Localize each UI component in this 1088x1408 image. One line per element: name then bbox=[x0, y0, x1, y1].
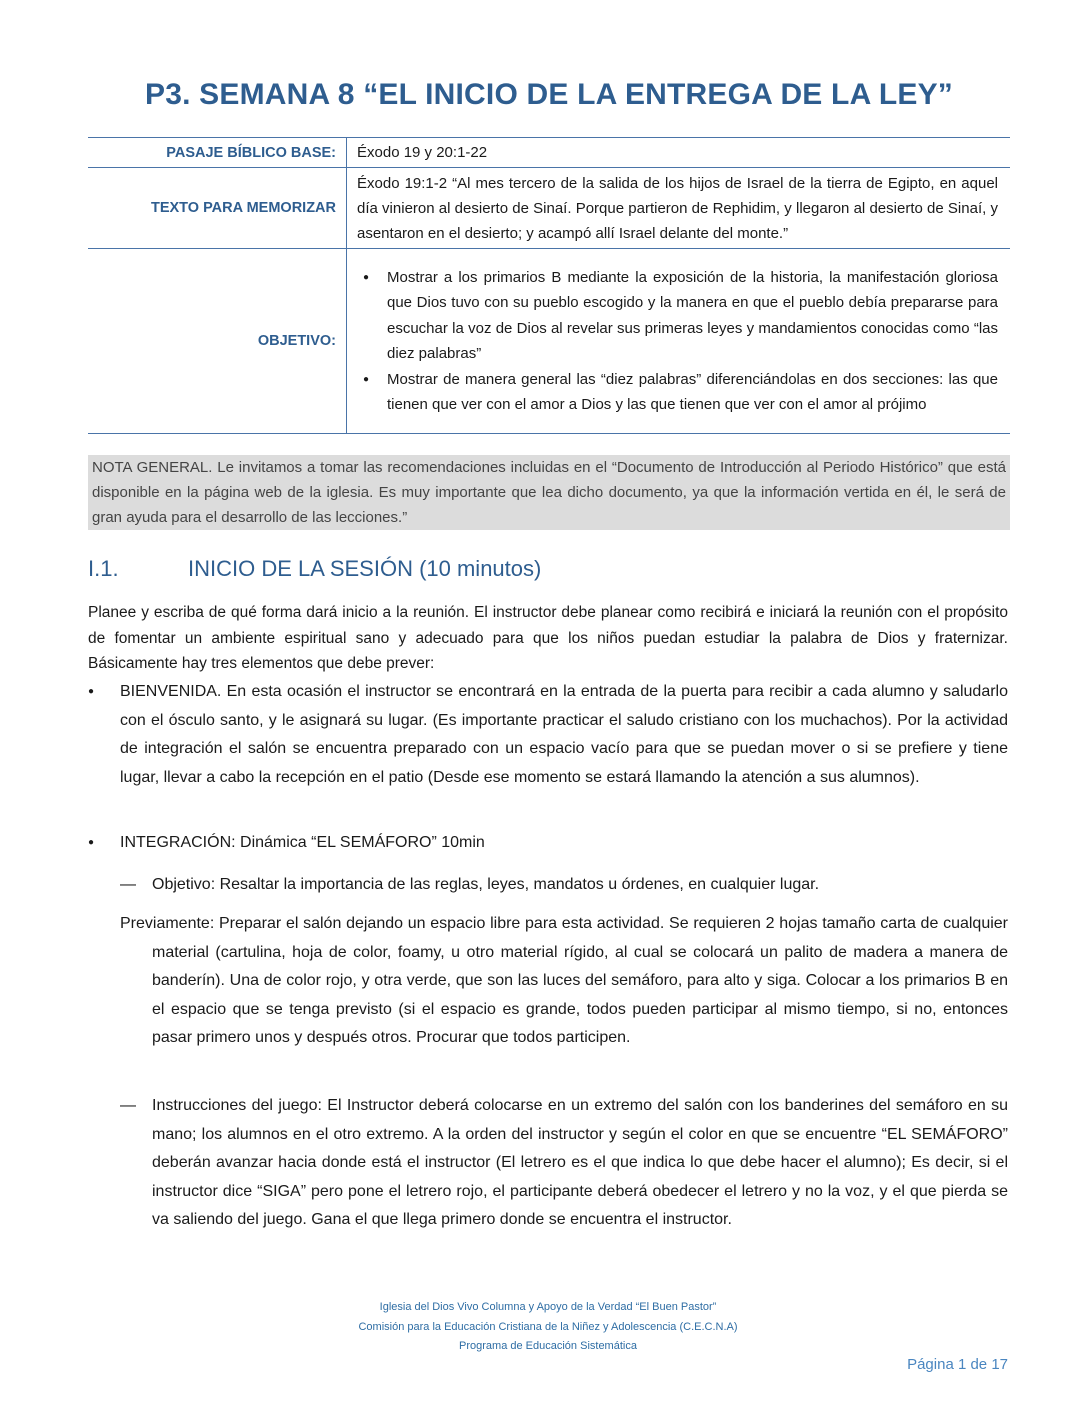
footer-line-3: Programa de Educación Sistemática bbox=[459, 1340, 637, 1352]
objetivo-dash-item: — Objetivo: Resaltar la importancia de las reglas, leyes, mandatos u órdenes, en cualquier lugar. bbox=[120, 871, 1008, 900]
dash-icon: — bbox=[120, 1097, 136, 1114]
previamente-paragraph: Previamente: Preparar el salón dejando un espacio libre para esta actividad. Se requieren 2 hojas tamaño carta de cualquier material (cartulina, hoja de color, foamy, u otro material rígido, al cual se colocará un palito de madera a manera de banderín). Una de color rojo, y otra verde, que son las luces del semáforo, para alto y siga. Colocar a los primarios B en el espacio que se tenga previsto (si el espacio es grande, todos pueden participar al mismo tiempo, si no, entonces pasar primero unos y después otros. Procurar que todos participen. bbox=[120, 915, 1008, 1046]
intro-paragraph: Planee y escriba de qué forma dará inicio a la reunión. El instructor debe planear como recibirá e iniciará la reunión con el propósito de fomentar un ambiente espiritual sano y adecuado para que los niños puedan estudiar la palabra de Dios y fraternizar. Básicamente hay tres elementos que debe prever: bbox=[88, 604, 1008, 672]
bullet-icon: ● bbox=[363, 373, 370, 385]
section-title: INICIO DE LA SESIÓN (10 minutos) bbox=[188, 556, 542, 581]
table-row-objetivo bbox=[88, 249, 1010, 434]
page-title: P3. SEMANA 8 “EL INICIO DE LA ENTREGA DE LA LEY” bbox=[144, 78, 954, 111]
lesson-info-table bbox=[88, 137, 1010, 434]
page-footer bbox=[88, 1298, 1008, 1357]
texto-label: TEXTO PARA MEMORIZAR bbox=[88, 168, 347, 249]
bullet-integracion: ● INTEGRACIÓN: Dinámica “EL SEMÁFORO” 10min bbox=[88, 829, 1008, 858]
objetivo-list bbox=[357, 265, 998, 418]
section-number: I.1. bbox=[88, 556, 119, 581]
footer-line-2: Comisión para la Educación Cristiana de la Niñez y Adolescencia (C.E.C.N.A) bbox=[358, 1320, 738, 1333]
objetivo-label: OBJETIVO: bbox=[88, 249, 347, 434]
bullet-icon: ● bbox=[88, 837, 95, 848]
pasaje-label: PASAJE BÍBLICO BASE: bbox=[88, 138, 347, 168]
pasaje-value: Éxodo 19 y 20:1-22 bbox=[357, 144, 488, 161]
section-heading bbox=[88, 556, 541, 582]
bullet-bienvenida: ● BIENVENIDA. En esta ocasión el instructor se encontrará en la entrada de la puerta para recibir a cada alumno y saludarlo con el ósculo santo, y le asignará su lugar. (Es importante practicar el saludo cristiano con los muchachos). Por la actividad de integración el salón se encuentra preparado con un espacio vacío para que se puedan mover o si se prefiere y tiene lugar, llevar a cabo la recepción en el patio (Desde ese momento se estará llamando la atención a sus alumnos). bbox=[88, 678, 1008, 792]
dash-icon: — bbox=[120, 876, 136, 893]
objetivo-value bbox=[347, 249, 1011, 434]
table-row-texto bbox=[88, 168, 1010, 249]
objetivo-item-1: ● Mostrar a los primarios B mediante la exposición de la historia, la manifestación gloriosa que Dios tuvo con su pueblo escogido y la manera en que el pueblo debía prepararse para escuchar la voz de Dios al revelar sus primeras leyes y mandamientos conocidas como “las diez palabras” bbox=[357, 265, 998, 367]
bullet-icon: ● bbox=[88, 686, 95, 697]
footer-line-1: Iglesia del Dios Vivo Columna y Apoyo de la Verdad “El Buen Pastor” bbox=[379, 1301, 717, 1313]
bullet-icon: ● bbox=[363, 271, 370, 283]
table-row-pasaje bbox=[88, 138, 1010, 168]
page-number: Página 1 de 17 bbox=[907, 1356, 1008, 1373]
texto-value: Éxodo 19:1-2 “Al mes tercero de la salida de los hijos de Israel de la tierra de Egipto, en aquel día vinieron al desierto de Sinaí. Porque partieron de Rephidim, y llegaron al desierto de Sinaí, y asentaron en el desierto; y acampó allí Israel delante del monte.” bbox=[357, 174, 998, 242]
instrucciones-dash-item: — Instrucciones del juego: El Instructor deberá colocarse en un extremo del salón con los banderines del semáforo en su mano; los alumnos en el otro extremo. A la orden del instructor y según el color en que se encuentre “EL SEMÁFORO” deberán avanzar hacia donde está el instructor (El letrero es el que indica lo que debe hacer el alumno); Es decir, si el instructor dice “SIGA” pero pone el letrero rojo, el participante deberá obedecer el letrero y no la voz, y el que pierda se va saliendo del juego. Gana el que llega primero donde se encuentra el instructor. bbox=[120, 1092, 1008, 1235]
general-note: NOTA GENERAL. Le invitamos a tomar las recomendaciones incluidas en el “Documento de Introducción al Periodo Histórico” que está disponible en la página web de la iglesia. Es muy importante que lea dicho documento, ya que la información vertida en él, le será de gran ayuda para el desarrollo de las lecciones.” bbox=[88, 455, 1010, 530]
objetivo-item-2: ● Mostrar de manera general las “diez palabras” diferenciándolas en dos secciones: las que tienen que ver con el amor a Dios y las que tienen que ver con el amor al prójimo bbox=[357, 367, 998, 418]
